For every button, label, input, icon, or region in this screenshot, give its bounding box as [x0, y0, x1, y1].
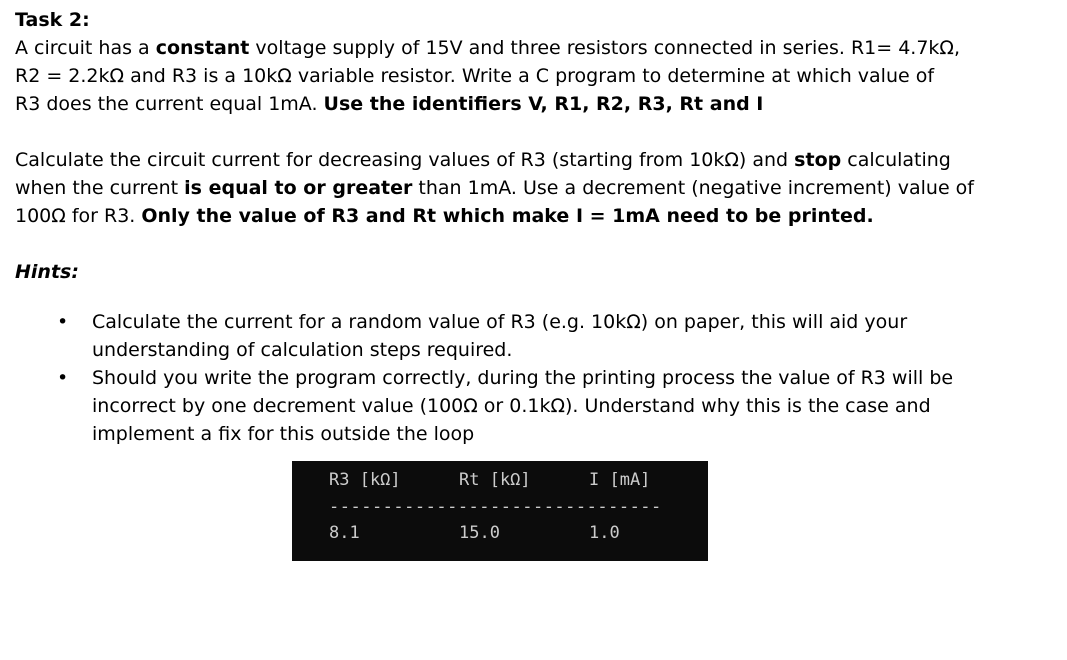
list-item: [15, 364, 1032, 448]
text-run: Calculate the circuit current for decreasing values of R3 (starting from 10kΩ) and: [15, 149, 795, 171]
separator-line: -------------------------------: [329, 497, 662, 517]
bold-text-run: Only the value of R3 and Rt which make I = 1mA need to be printed.: [141, 205, 874, 227]
text-run: when the current: [15, 177, 185, 199]
hint-text: Calculate the current for a random value of R3 (e.g. 10kΩ) on paper, this will aid your understanding of calculation steps required.: [92, 311, 908, 361]
text-run: calculating: [841, 149, 951, 171]
text-run: voltage supply of 15V and three resistors connected in series. R1= 4.7kΩ,: [249, 37, 960, 59]
text-run: than 1mA. Use a decrement (negative increment) value of: [412, 177, 974, 199]
bullet-icon: •: [57, 367, 69, 389]
text-run: R3 does the current equal 1mA.: [15, 93, 324, 115]
hint-text: Should you write the program correctly, during the printing process the value of R3 will be incorrect by one decrement value (100Ω or 0.1kΩ). Understand why this is the case and implement a fix for this outside the loop: [92, 367, 954, 445]
value-i: 1.0: [589, 523, 620, 543]
task-instructions: [15, 146, 1055, 230]
bold-text-run: constant: [155, 37, 250, 59]
column-header-i: I [mA]: [589, 470, 651, 490]
column-header-rt: Rt [kΩ]: [459, 470, 531, 490]
value-rt: 15.0: [459, 523, 500, 543]
bold-text-run: is equal to or greater: [184, 177, 413, 199]
value-r3: 8.1: [329, 523, 360, 543]
bold-text-run: stop: [794, 149, 842, 171]
bold-text-run: Use the identifiers V, R1, R2, R3, Rt and I: [323, 93, 764, 115]
text-run: R2 = 2.2kΩ and R3 is a 10kΩ variable resistor. Write a C program to determine at which value of: [15, 65, 935, 87]
column-header-r3: R3 [kΩ]: [329, 470, 401, 490]
document-page: [15, 6, 1055, 448]
task-title: Task 2:: [15, 9, 90, 31]
list-item: [15, 308, 1032, 364]
text-run: A circuit has a: [15, 37, 156, 59]
task-description: [15, 34, 1055, 118]
console-output: [292, 461, 708, 561]
bullet-icon: •: [57, 311, 69, 333]
hint-list: [15, 308, 1055, 448]
text-run: 100Ω for R3.: [15, 205, 142, 227]
hints-heading: Hints:: [15, 261, 79, 283]
